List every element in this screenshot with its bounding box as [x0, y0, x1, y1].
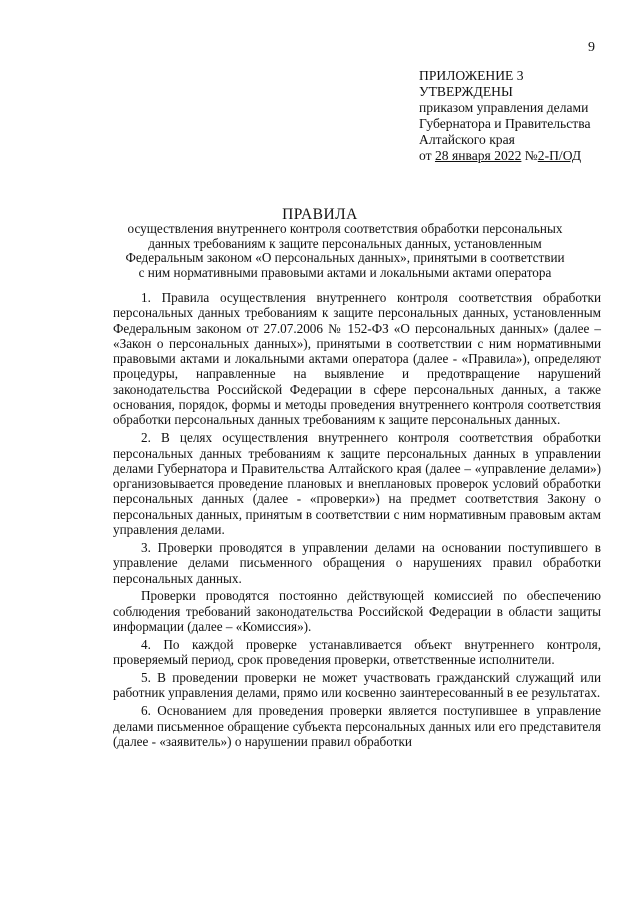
document-subtitle — [110, 222, 580, 281]
approval-number: 2-П/ОД — [537, 148, 582, 163]
paragraph-3: 3. Проверки проводятся в управлении делами на основании поступившего в управление делами письменного обращения о нарушениях правил обработки персональных данных. — [113, 539, 601, 586]
paragraph-6: 6. Основанием для проведения проверки является поступившее в управление делами письменное обращение субъекта персональных данных или его представителя (далее - «заявитель») о нарушении правил обработки — [113, 703, 601, 749]
approval-stamp — [419, 68, 619, 164]
paragraph-4: 4. По каждой проверке устанавливается объект внутреннего контроля, проверяемый период, срок проведения проверки, ответственные исполнители. — [113, 636, 601, 668]
appendix-label: ПРИЛОЖЕНИЕ 3 — [419, 68, 524, 83]
approved-label: УТВЕРЖДЕНЫ — [419, 84, 513, 99]
subtitle-line: Федеральным законом «О персональных данных», принятыми в соответствии — [125, 250, 565, 266]
paragraph-5: 5. В проведении проверки не может участвовать гражданский служащий или работник управления делами, прямо или косвенно заинтересованный в ее результатах. — [113, 670, 601, 701]
subtitle-line: осуществления внутреннего контроля соответствия обработки персональных — [127, 221, 563, 236]
subtitle-line: с ним нормативными правовыми актами и локальными актами оператора — [138, 265, 552, 281]
approval-date-line — [419, 148, 619, 164]
approval-date: 28 января 2022 — [434, 148, 522, 163]
date-prefix: от — [419, 148, 435, 163]
approval-line-1: приказом управления делами — [419, 100, 589, 115]
document-body — [113, 290, 601, 752]
document-title: ПРАВИЛА — [282, 206, 358, 223]
page-number: 9 — [588, 40, 595, 55]
paragraph-2: 2. В целях осуществления внутреннего контроля соответствия обработки персональных данных требованиям к защите персональных данных в управлении делами Губернатора и Правительства Алтайского края (далее – «управление делами») организовывается проведение плановых и внеплановых проверок условий обработки персональных данных (далее - «проверки») на предмет соответствия Закону о персональных данных, принятым в соответствии с ним нормативным правовым актам управления делами. — [113, 430, 601, 538]
number-prefix: № — [521, 148, 538, 163]
approval-line-3: Алтайского края — [419, 132, 515, 147]
approval-line-2: Губернатора и Правительства — [419, 116, 591, 131]
subtitle-line: данных требованиям к защите персональных данных, установленным — [148, 235, 542, 251]
paragraph-3-cont: Проверки проводятся постоянно действующей комиссией по обеспечению соблюдения требований законодательства Российской Федерации в области защиты информации (далее – «Комиссия»). — [113, 588, 601, 635]
paragraph-1: 1. Правила осуществления внутреннего контроля соответствия обработки персональных данных требованиям к защите персональных данных, установленным Федеральным законом от 27.07.2006 № 152-ФЗ «О персональных данных» (далее – «Закон о персональных данных»), принятыми в соответствии с ним нормативными правовыми актами и локальными актами оператора (далее - «Правила»), определяют процедуры, направленные на выявление и предотвращение нарушений законодательства Российской Федерации в сфере персональных данных, а также основания, порядок, формы и методы проведения внутреннего контроля соответствия обработки персональных данных требованиям к защите персональных данных. — [113, 290, 601, 428]
